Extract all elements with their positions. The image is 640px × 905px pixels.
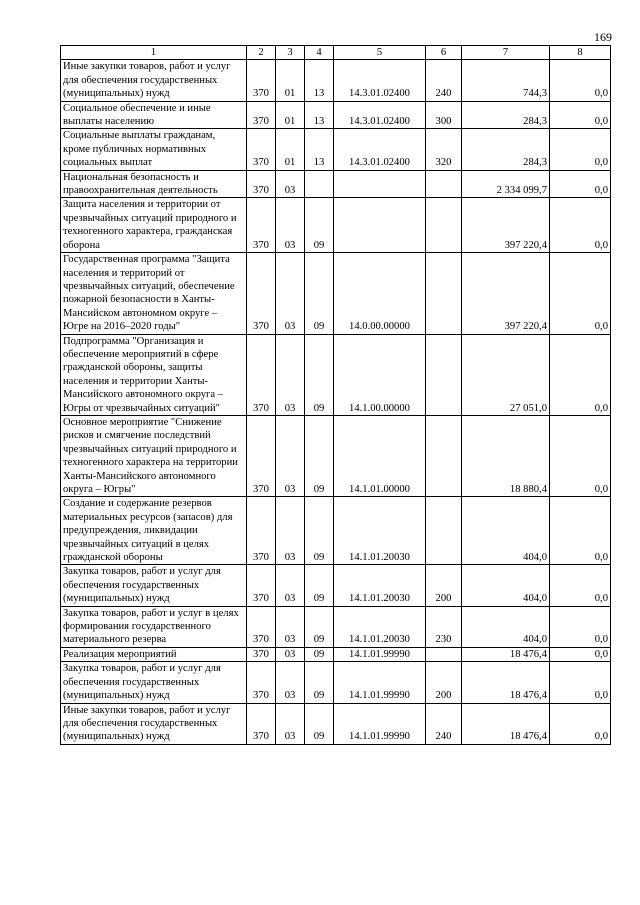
amount-cell: 744,3 [462, 60, 550, 101]
subsection-code-cell: 09 [305, 662, 334, 703]
target-article-cell: 14.1.01.20030 [334, 497, 426, 565]
admin-code-cell: 370 [247, 198, 276, 253]
admin-code-cell: 370 [247, 497, 276, 565]
amount-cell: 27 051,0 [462, 334, 550, 415]
amount-cell: 404,0 [462, 606, 550, 647]
table-row [61, 606, 611, 647]
table-row [61, 662, 611, 703]
amount-cell: 2 334 099,7 [462, 170, 550, 198]
row-name-cell: Иные закупки товаров, работ и услуг для обеспечения государственных (муниципальных) нужд [61, 60, 247, 101]
subsection-code-cell: 13 [305, 101, 334, 129]
column-header: 5 [334, 46, 426, 60]
column-header: 6 [426, 46, 462, 60]
row-name-cell: Социальное обеспечение и иные выплаты населению [61, 101, 247, 129]
federal-amount-cell: 0,0 [550, 415, 611, 496]
target-article-cell: 14.1.01.99990 [334, 647, 426, 661]
table-row [61, 703, 611, 744]
row-name-cell: Основное мероприятие "Снижение рисков и смягчение последствий чрезвычайных ситуаций природного и техногенного характера на территории Ханты-Мансийского автономного округа – Югры" [61, 415, 247, 496]
budget-table [60, 45, 611, 745]
subsection-code-cell: 13 [305, 129, 334, 170]
subsection-code-cell: 09 [305, 497, 334, 565]
target-article-cell: 14.1.01.20030 [334, 606, 426, 647]
federal-amount-cell: 0,0 [550, 170, 611, 198]
section-code-cell: 03 [276, 198, 305, 253]
section-code-cell: 03 [276, 334, 305, 415]
federal-amount-cell: 0,0 [550, 662, 611, 703]
target-article-cell: 14.3.01.02400 [334, 60, 426, 101]
expense-type-cell [426, 253, 462, 334]
admin-code-cell: 370 [247, 60, 276, 101]
row-name-cell: Реализация мероприятий [61, 647, 247, 661]
column-header: 2 [247, 46, 276, 60]
table-row [61, 101, 611, 129]
column-header: 1 [61, 46, 247, 60]
target-article-cell: 14.0.00.00000 [334, 253, 426, 334]
admin-code-cell: 370 [247, 647, 276, 661]
section-code-cell: 03 [276, 606, 305, 647]
table-row [61, 198, 611, 253]
admin-code-cell: 370 [247, 703, 276, 744]
section-code-cell: 03 [276, 170, 305, 198]
amount-cell: 18 476,4 [462, 662, 550, 703]
target-article-cell: 14.1.01.99990 [334, 703, 426, 744]
row-name-cell: Социальные выплаты гражданам, кроме публичных нормативных социальных выплат [61, 129, 247, 170]
amount-cell: 397 220,4 [462, 253, 550, 334]
amount-cell: 18 880,4 [462, 415, 550, 496]
row-name-cell: Закупка товаров, работ и услуг для обеспечения государственных (муниципальных) нужд [61, 565, 247, 606]
row-name-cell: Национальная безопасность и правоохранительная деятельность [61, 170, 247, 198]
expense-type-cell: 320 [426, 129, 462, 170]
section-code-cell: 01 [276, 101, 305, 129]
row-name-cell: Закупка товаров, работ и услуг в целях формирования государственного материального резерва [61, 606, 247, 647]
table-header-row [61, 46, 611, 60]
expense-type-cell [426, 497, 462, 565]
expense-type-cell [426, 415, 462, 496]
section-code-cell: 03 [276, 703, 305, 744]
expense-type-cell [426, 198, 462, 253]
column-header: 4 [305, 46, 334, 60]
row-name-cell: Государственная программа "Защита населения и территорий от чрезвычайных ситуаций, обеспечение пожарной безопасности в Ханты-Мансийском автономном округе – Югре на 2016–2020 годы" [61, 253, 247, 334]
subsection-code-cell: 09 [305, 198, 334, 253]
expense-type-cell: 200 [426, 565, 462, 606]
subsection-code-cell: 09 [305, 565, 334, 606]
section-code-cell: 03 [276, 415, 305, 496]
admin-code-cell: 370 [247, 101, 276, 129]
table-row [61, 565, 611, 606]
section-code-cell: 03 [276, 565, 305, 606]
target-article-cell: 14.3.01.02400 [334, 129, 426, 170]
table-row [61, 129, 611, 170]
table-body [61, 60, 611, 744]
section-code-cell: 03 [276, 662, 305, 703]
admin-code-cell: 370 [247, 565, 276, 606]
expense-type-cell [426, 170, 462, 198]
row-name-cell: Защита населения и территории от чрезвычайных ситуаций природного и техногенного характера, гражданская оборона [61, 198, 247, 253]
federal-amount-cell: 0,0 [550, 497, 611, 565]
federal-amount-cell: 0,0 [550, 101, 611, 129]
federal-amount-cell: 0,0 [550, 129, 611, 170]
section-code-cell: 03 [276, 497, 305, 565]
federal-amount-cell: 0,0 [550, 253, 611, 334]
expense-type-cell: 230 [426, 606, 462, 647]
table-row [61, 60, 611, 101]
subsection-code-cell [305, 170, 334, 198]
expense-type-cell: 240 [426, 60, 462, 101]
amount-cell: 284,3 [462, 101, 550, 129]
target-article-cell: 14.1.01.20030 [334, 565, 426, 606]
federal-amount-cell: 0,0 [550, 703, 611, 744]
section-code-cell: 01 [276, 60, 305, 101]
target-article-cell [334, 170, 426, 198]
admin-code-cell: 370 [247, 253, 276, 334]
column-header: 8 [550, 46, 611, 60]
federal-amount-cell: 0,0 [550, 334, 611, 415]
target-article-cell: 14.1.01.00000 [334, 415, 426, 496]
table-row [61, 415, 611, 496]
amount-cell: 18 476,4 [462, 703, 550, 744]
expense-type-cell [426, 647, 462, 661]
table-row [61, 647, 611, 661]
subsection-code-cell: 09 [305, 415, 334, 496]
subsection-code-cell: 09 [305, 647, 334, 661]
admin-code-cell: 370 [247, 129, 276, 170]
federal-amount-cell: 0,0 [550, 565, 611, 606]
subsection-code-cell: 09 [305, 606, 334, 647]
expense-type-cell: 200 [426, 662, 462, 703]
federal-amount-cell: 0,0 [550, 647, 611, 661]
target-article-cell: 14.1.00.00000 [334, 334, 426, 415]
column-header: 7 [462, 46, 550, 60]
row-name-cell: Иные закупки товаров, работ и услуг для обеспечения государственных (муниципальных) нужд [61, 703, 247, 744]
subsection-code-cell: 09 [305, 334, 334, 415]
table-row [61, 170, 611, 198]
column-header: 3 [276, 46, 305, 60]
admin-code-cell: 370 [247, 606, 276, 647]
page-number: 169 [594, 30, 612, 44]
expense-type-cell: 240 [426, 703, 462, 744]
target-article-cell: 14.3.01.02400 [334, 101, 426, 129]
amount-cell: 284,3 [462, 129, 550, 170]
federal-amount-cell: 0,0 [550, 60, 611, 101]
table-row [61, 253, 611, 334]
row-name-cell: Создание и содержание резервов материальных ресурсов (запасов) для предупреждения, ликвидации чрезвычайных ситуаций в целях гражданской обороны [61, 497, 247, 565]
amount-cell: 18 476,4 [462, 647, 550, 661]
expense-type-cell: 300 [426, 101, 462, 129]
section-code-cell: 03 [276, 647, 305, 661]
amount-cell: 404,0 [462, 565, 550, 606]
target-article-cell: 14.1.01.99990 [334, 662, 426, 703]
amount-cell: 397 220,4 [462, 198, 550, 253]
row-name-cell: Закупка товаров, работ и услуг для обеспечения государственных (муниципальных) нужд [61, 662, 247, 703]
table-row [61, 497, 611, 565]
section-code-cell: 01 [276, 129, 305, 170]
admin-code-cell: 370 [247, 170, 276, 198]
federal-amount-cell: 0,0 [550, 606, 611, 647]
section-code-cell: 03 [276, 253, 305, 334]
subsection-code-cell: 13 [305, 60, 334, 101]
table-row [61, 334, 611, 415]
row-name-cell: Подпрограмма "Организация и обеспечение мероприятий в сфере гражданской обороны, защиты населения и территории Ханты-Мансийского автономного округа – Югры от чрезвычайных ситуаций" [61, 334, 247, 415]
admin-code-cell: 370 [247, 415, 276, 496]
admin-code-cell: 370 [247, 334, 276, 415]
amount-cell: 404,0 [462, 497, 550, 565]
federal-amount-cell: 0,0 [550, 198, 611, 253]
target-article-cell [334, 198, 426, 253]
admin-code-cell: 370 [247, 662, 276, 703]
expense-type-cell [426, 334, 462, 415]
subsection-code-cell: 09 [305, 703, 334, 744]
subsection-code-cell: 09 [305, 253, 334, 334]
